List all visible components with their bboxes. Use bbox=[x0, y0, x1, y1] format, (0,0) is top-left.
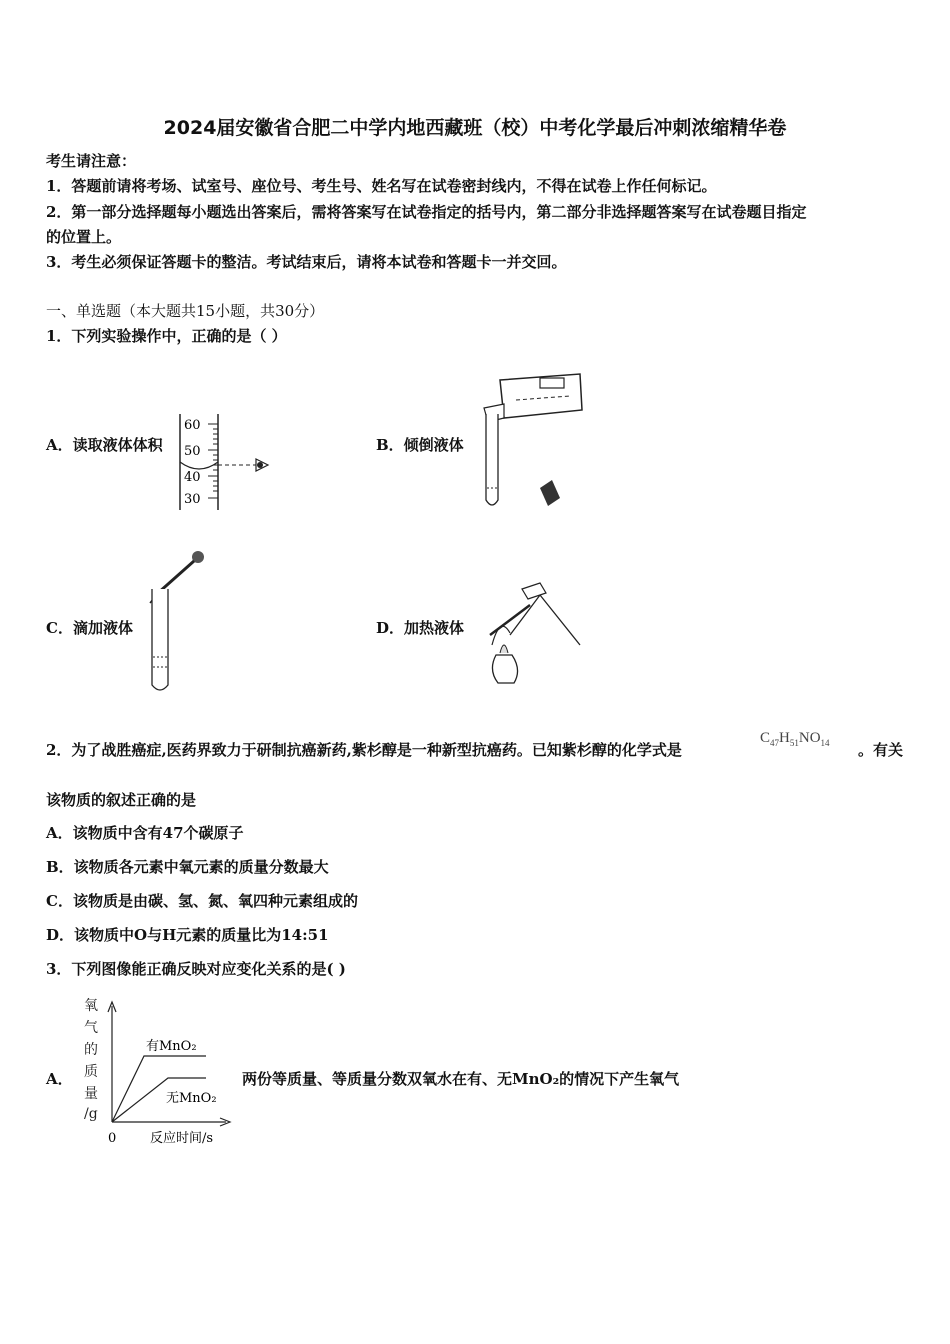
dropping-liquid-figure bbox=[140, 545, 220, 695]
q1-option-d: D．加热液体 bbox=[376, 619, 465, 637]
q3-stem: 3．下列图像能正确反映对应变化关系的是( ) bbox=[46, 960, 346, 978]
q2-option-d: D．该物质中O与H元素的质量比为14:51 bbox=[46, 926, 329, 944]
heating-liquid-figure bbox=[470, 575, 590, 695]
ylabel-1: 氧 bbox=[84, 998, 98, 1014]
stopper-icon bbox=[540, 480, 560, 506]
alcohol-lamp-icon bbox=[492, 655, 517, 683]
q1-option-b: B．倾倒液体 bbox=[376, 436, 464, 454]
line-with-mno2-label: 有MnO₂ bbox=[146, 1039, 197, 1054]
q3-option-a-text: 两份等质量、等质量分数双氧水在有、无MnO₂的情况下产生氧气 bbox=[242, 1070, 680, 1088]
q1-option-a: A．读取液体体积 bbox=[46, 436, 163, 454]
notice-item-2: 2．第一部分选择题每小题选出答案后，需将答案写在试卷指定的括号内，第二部分非选择题答案写在试卷题目指定 bbox=[46, 203, 807, 221]
q3-option-a-label: A． bbox=[46, 1070, 73, 1088]
notice-item-3: 3．考生必须保证答题卡的整洁。考试结束后，请将本试卷和答题卡一并交回。 bbox=[46, 253, 567, 271]
q2-stem: 2．为了战胜癌症,医药界致力于研制抗癌新药,紫杉醇是一种新型抗癌药。已知紫杉醇的化学式是 bbox=[46, 741, 682, 759]
cylinder-reading-figure bbox=[170, 410, 280, 515]
line-with-mno2 bbox=[112, 1056, 206, 1122]
ylabel-2: 气 bbox=[84, 1020, 98, 1036]
section-heading: 一、单选题（本大题共15小题，共30分） bbox=[46, 302, 325, 320]
pouring-liquid-figure bbox=[470, 370, 590, 515]
ylabel-4: 质 bbox=[84, 1064, 98, 1080]
mark-30: 30 bbox=[184, 492, 201, 507]
notice-item-1: 1．答题前请将考场、试室号、座位号、考生号、姓名写在试卷密封线内，不得在试卷上作任何标记。 bbox=[46, 177, 717, 195]
mark-40: 40 bbox=[184, 470, 201, 485]
oxygen-mass-graph bbox=[78, 992, 238, 1152]
ylabel-6: /g bbox=[84, 1106, 98, 1122]
mark-50: 50 bbox=[184, 444, 201, 459]
bottle-label bbox=[540, 378, 564, 388]
q2-option-c: C．该物质是由碳、氢、氮、氧四种元素组成的 bbox=[46, 892, 358, 910]
q2-stem-end: 。有关 bbox=[858, 741, 904, 759]
q1-option-c: C．滴加液体 bbox=[46, 619, 133, 637]
graph-xlabel: 反应时间/s bbox=[150, 1131, 214, 1146]
q2-option-a: A．该物质中含有47个碳原子 bbox=[46, 824, 244, 842]
line-without-mno2-label: 无MnO₂ bbox=[166, 1091, 217, 1106]
chemical-formula: $C_{47}H_{51}NO_{14}$ bbox=[760, 730, 830, 748]
q2-stem-cont: 该物质的叙述正确的是 bbox=[46, 791, 197, 809]
exam-title: 2024届安徽省合肥二中学内地西藏班（校）中考化学最后冲刺浓缩精华卷 bbox=[163, 117, 787, 139]
ylabel-3: 的 bbox=[84, 1042, 98, 1058]
ylabel-5: 量 bbox=[84, 1086, 98, 1102]
q2-option-b: B．该物质各元素中氧元素的质量分数最大 bbox=[46, 858, 329, 876]
graph-origin: 0 bbox=[108, 1131, 117, 1146]
q1-stem: 1．下列实验操作中，正确的是（ ） bbox=[46, 327, 287, 345]
mark-60: 60 bbox=[184, 418, 201, 433]
notice-heading: 考生请注意： bbox=[46, 152, 137, 170]
notice-item-2-cont: 的位置上。 bbox=[46, 228, 122, 246]
